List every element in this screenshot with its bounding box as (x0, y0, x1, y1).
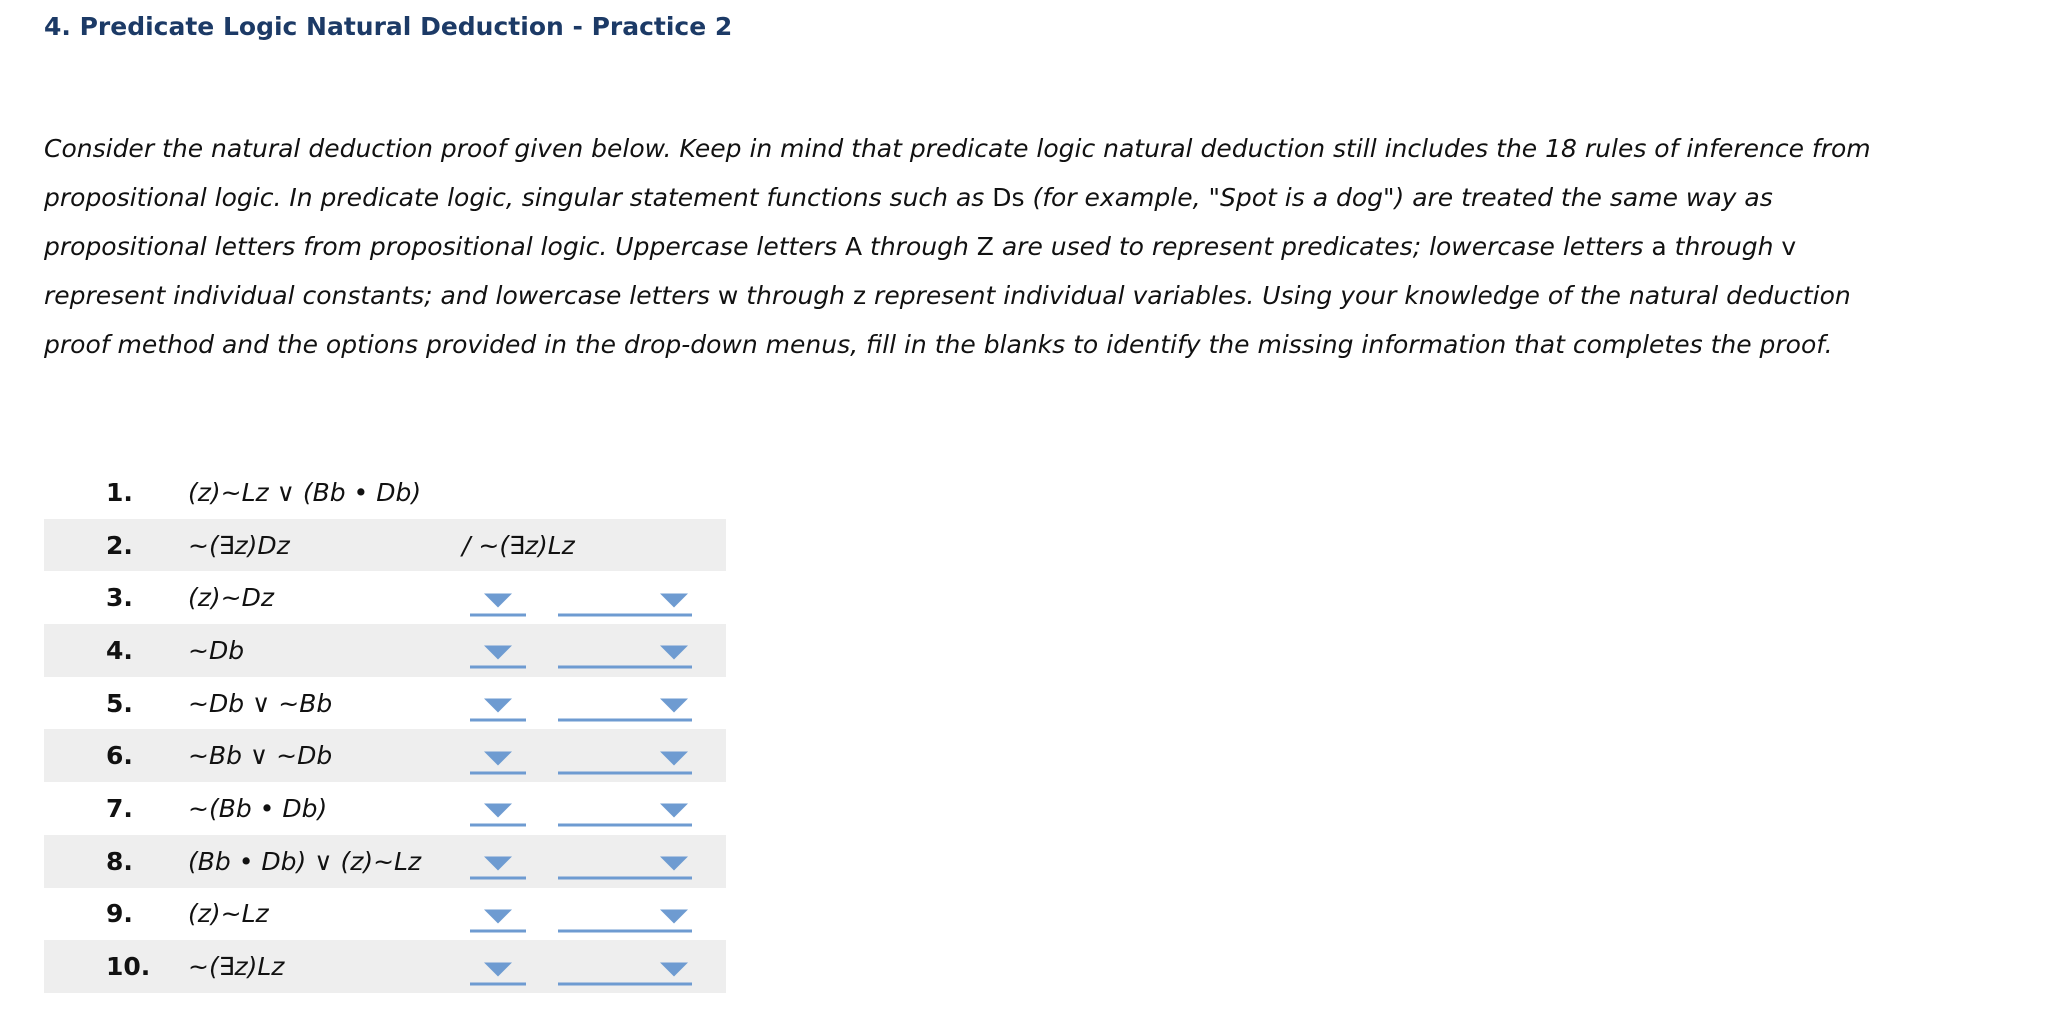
line-reference-dropdown[interactable] (470, 632, 526, 669)
proof-row-2 (44, 519, 726, 572)
line-number: 1. (106, 477, 133, 507)
line-number: 10. (106, 952, 151, 982)
line-statement: (z)~Dz (188, 583, 274, 613)
triangle-down-icon (484, 857, 512, 871)
line-number: 6. (106, 741, 133, 771)
triangle-down-icon (484, 909, 512, 923)
line-reference-dropdown[interactable] (470, 895, 526, 932)
instructions-part: through (1666, 232, 1782, 261)
instructions-symbol: z (852, 281, 867, 310)
rule-dropdown[interactable] (558, 737, 692, 774)
rule-dropdown[interactable] (558, 948, 692, 985)
line-reference-dropdown[interactable] (470, 579, 526, 616)
triangle-down-icon (660, 646, 688, 660)
rule-dropdown[interactable] (558, 632, 692, 669)
instructions-symbol: w (717, 281, 739, 310)
rule-dropdown[interactable] (558, 895, 692, 932)
triangle-down-icon (484, 699, 512, 713)
triangle-down-icon (484, 804, 512, 818)
triangle-down-icon (484, 751, 512, 765)
instructions-part: Consider the natural deduction proof given below. Keep in mind that predicate logic natural deduction still includes the 18 rules of inference from propositional logic. In predicate logic, singular statement functions such as (44, 134, 1871, 212)
proof-row-8 (44, 835, 726, 888)
line-number: 5. (106, 688, 133, 718)
line-number: 8. (106, 846, 133, 876)
instructions-part: through (738, 281, 853, 310)
instructions-part: represent individual variables. Using your knowledge of the natural deduction proof method and the options provided in the drop-down menus, fill in the blanks to identify the missing information that completes the proof. (44, 281, 1851, 359)
triangle-down-icon (484, 646, 512, 660)
triangle-down-icon (484, 593, 512, 607)
line-reference-dropdown[interactable] (470, 948, 526, 985)
proof-row-1 (44, 466, 726, 519)
triangle-down-icon (660, 751, 688, 765)
instructions-text (44, 124, 1924, 369)
proof-row-6 (44, 729, 726, 782)
instructions-part: through (862, 232, 977, 261)
line-statement: ~Db ∨ ~Bb (188, 688, 333, 718)
line-number: 4. (106, 635, 133, 665)
instructions-part: are used to represent predicates; lowercase letters (993, 232, 1652, 261)
proof-row-5 (44, 677, 726, 730)
proof-row-4 (44, 624, 726, 677)
instructions-symbol: A (844, 232, 863, 261)
line-reference-dropdown[interactable] (470, 790, 526, 827)
line-number: 2. (106, 530, 133, 560)
triangle-down-icon (660, 857, 688, 871)
instructions-symbol: Ds (992, 183, 1025, 212)
triangle-down-icon (660, 962, 688, 976)
rule-dropdown[interactable] (558, 579, 692, 616)
proof-conclusion: / ~(∃z)Lz (462, 530, 575, 560)
rule-dropdown[interactable] (558, 790, 692, 827)
proof-row-10 (44, 940, 726, 993)
line-statement: (z)~Lz (188, 899, 269, 929)
line-statement: (Bb • Db) ∨ (z)~Lz (188, 846, 422, 876)
rule-dropdown[interactable] (558, 843, 692, 880)
line-reference-dropdown[interactable] (470, 737, 526, 774)
line-statement: (z)~Lz ∨ (Bb • Db) (188, 477, 422, 507)
rule-dropdown[interactable] (558, 685, 692, 722)
page-title: 4. Predicate Logic Natural Deduction - Practice 2 (44, 12, 733, 41)
line-reference-dropdown[interactable] (470, 685, 526, 722)
line-number: 9. (106, 899, 133, 929)
line-reference-dropdown[interactable] (470, 843, 526, 880)
line-statement: ~(∃z)Lz (188, 952, 285, 982)
instructions-part: represent individual constants; and lowercase letters (44, 281, 718, 310)
proof-row-3 (44, 571, 726, 624)
triangle-down-icon (660, 593, 688, 607)
line-statement: ~(Bb • Db) (188, 793, 328, 823)
triangle-down-icon (484, 962, 512, 976)
instructions-symbol: Z (976, 232, 994, 261)
instructions-symbol: a (1651, 232, 1667, 261)
line-statement: ~Db (188, 635, 245, 665)
triangle-down-icon (660, 699, 688, 713)
instructions-part: (for example, "Spot is a dog") are treated the same way as propositional letters from propositional logic. Uppercase letters (44, 183, 1773, 261)
triangle-down-icon (660, 909, 688, 923)
proof-table (44, 466, 726, 993)
proof-row-7 (44, 782, 726, 835)
line-number: 3. (106, 583, 133, 613)
line-statement: ~(∃z)Dz (188, 530, 290, 560)
proof-row-9 (44, 888, 726, 941)
instructions-symbol: v (1781, 232, 1797, 261)
line-number: 7. (106, 793, 133, 823)
triangle-down-icon (660, 804, 688, 818)
line-statement: ~Bb ∨ ~Db (188, 741, 333, 771)
